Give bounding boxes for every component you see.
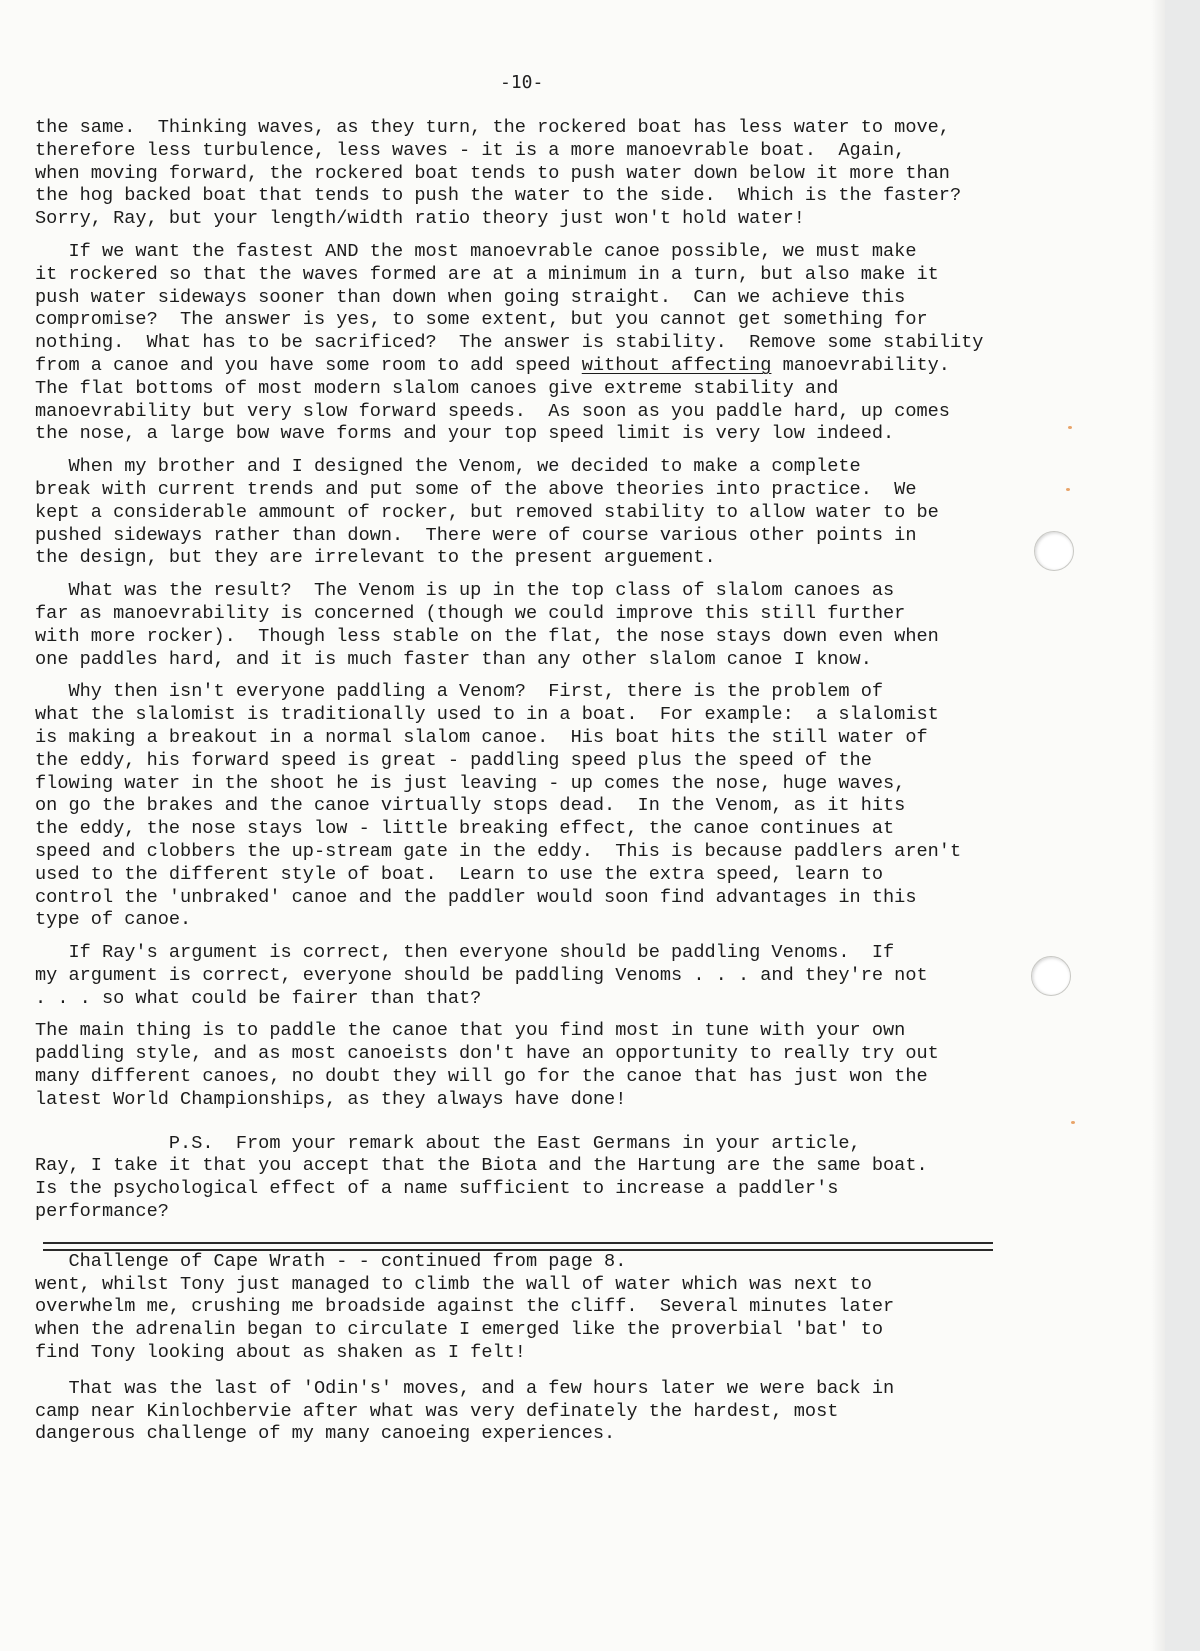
paragraph: The main thing is to paddle the canoe that you find most in tune with your own paddling style, and as most canoeists don't have an opportunity to really try out many different canoes, no doubt they will go for the canoe that has just won the latest World Championships, as they always have done! [35, 1020, 939, 1110]
paragraph: Why then isn't everyone paddling a Venom? First, there is the problem of what the slalomist is traditionally used to in a boat. For example: a slalomist is making a breakout in a normal slalom canoe. His boat hits the still water of the eddy, his forward speed is great - paddling speed plus the speed of the flowing water in the shoot he is just leaving - up comes the nose, huge waves, on go the brakes and the canoe virtually stops dead. In the Venom, as it hits the eddy, the nose stays low - little breaking effect, the canoe continues at speed and clobbers the up-stream gate in the eddy. This is because paddlers aren't used to the different style of boat. Learn to use the extra speed, learn to control the 'unbraked' canoe and the paddler would soon find advantages in this type of canoe. [35, 681, 962, 931]
underlined-phrase: without affecting [581, 354, 772, 376]
article-body [35, 117, 1115, 1446]
page-number: -10- [500, 72, 544, 93]
paragraph: When my brother and I designed the Venom, we decided to make a complete break with current trends and put some of the above theories into practice. We kept a considerable ammount of rocker, but removed stability to allow water to be pushed sideways rather than down. There were of course various other points in the design, but they are irrelevant to the present arguement. [35, 456, 939, 569]
paragraph: What was the result? The Venom is up in the top class of slalom canoes as far as manoevrability is concerned (though we could improve this still further with more rocker). Though less stable on the flat, the nose stays down even when one paddles hard, and it is much faster than any other slalom canoe I know. [35, 580, 939, 670]
postscript: P.S. From your remark about the East Germans in your article, Ray, I take it that you accept that the Biota and the Hartung are the same boat. Is the psychological effect of a name sufficient to increase a paddler's performance? [35, 1132, 928, 1223]
paragraph: went, whilst Tony just managed to climb the wall of water which was next to overwhelm me, crushing me broadside against the cliff. Several minutes later when the adrenalin began to circulate I emerged like the proverbial 'bat' to find Tony looking about as shaken as I felt! [35, 1273, 895, 1364]
paragraph: If we want the fastest AND the most manoevrable canoe possible, we must make it rockered so that the waves formed are at a minimum in a turn, but also make it push water sideways sooner than down when going straight. Can we achieve this compromise? The answer is yes, to some extent, but you cannot get something for nothing. What has to be sacrificed? The answer is stability. Remove some stability from a canoe and you have some room to add speed without affecting manoevrability. The flat bottoms of most modern slalom canoes give extreme stability and manoevrability but very slow forward speeds. As soon as you paddle hard, up comes the nose, a large bow wave forms and your top speed limit is very low indeed. [35, 240, 984, 445]
continuation-heading: Challenge of Cape Wrath - - continued from page 8. [35, 1250, 627, 1272]
paragraph: the same. Thinking waves, as they turn, the rockered boat has less water to move, therefore less turbulence, less waves - it is a more manoevrable boat. Again, when moving forward, the rockered boat tends to push water down below it more than the hog backed boat that tends to push the water to the side. Which is the faster? Sorry, Ray, but your length/width ratio theory just won't hold water! [35, 117, 962, 230]
paragraph: If Ray's argument is correct, then everyone should be paddling Venoms. If my argument is correct, everyone should be paddling Venoms . . . and they're not . . . so what could be fairer than that? [35, 942, 928, 1009]
section-divider [43, 1242, 993, 1251]
paragraph: That was the last of 'Odin's' moves, and a few hours later we were back in camp near Kinlochbervie after what was very definately the hardest, most dangerous challenge of my many canoeing experiences. [35, 1377, 895, 1445]
